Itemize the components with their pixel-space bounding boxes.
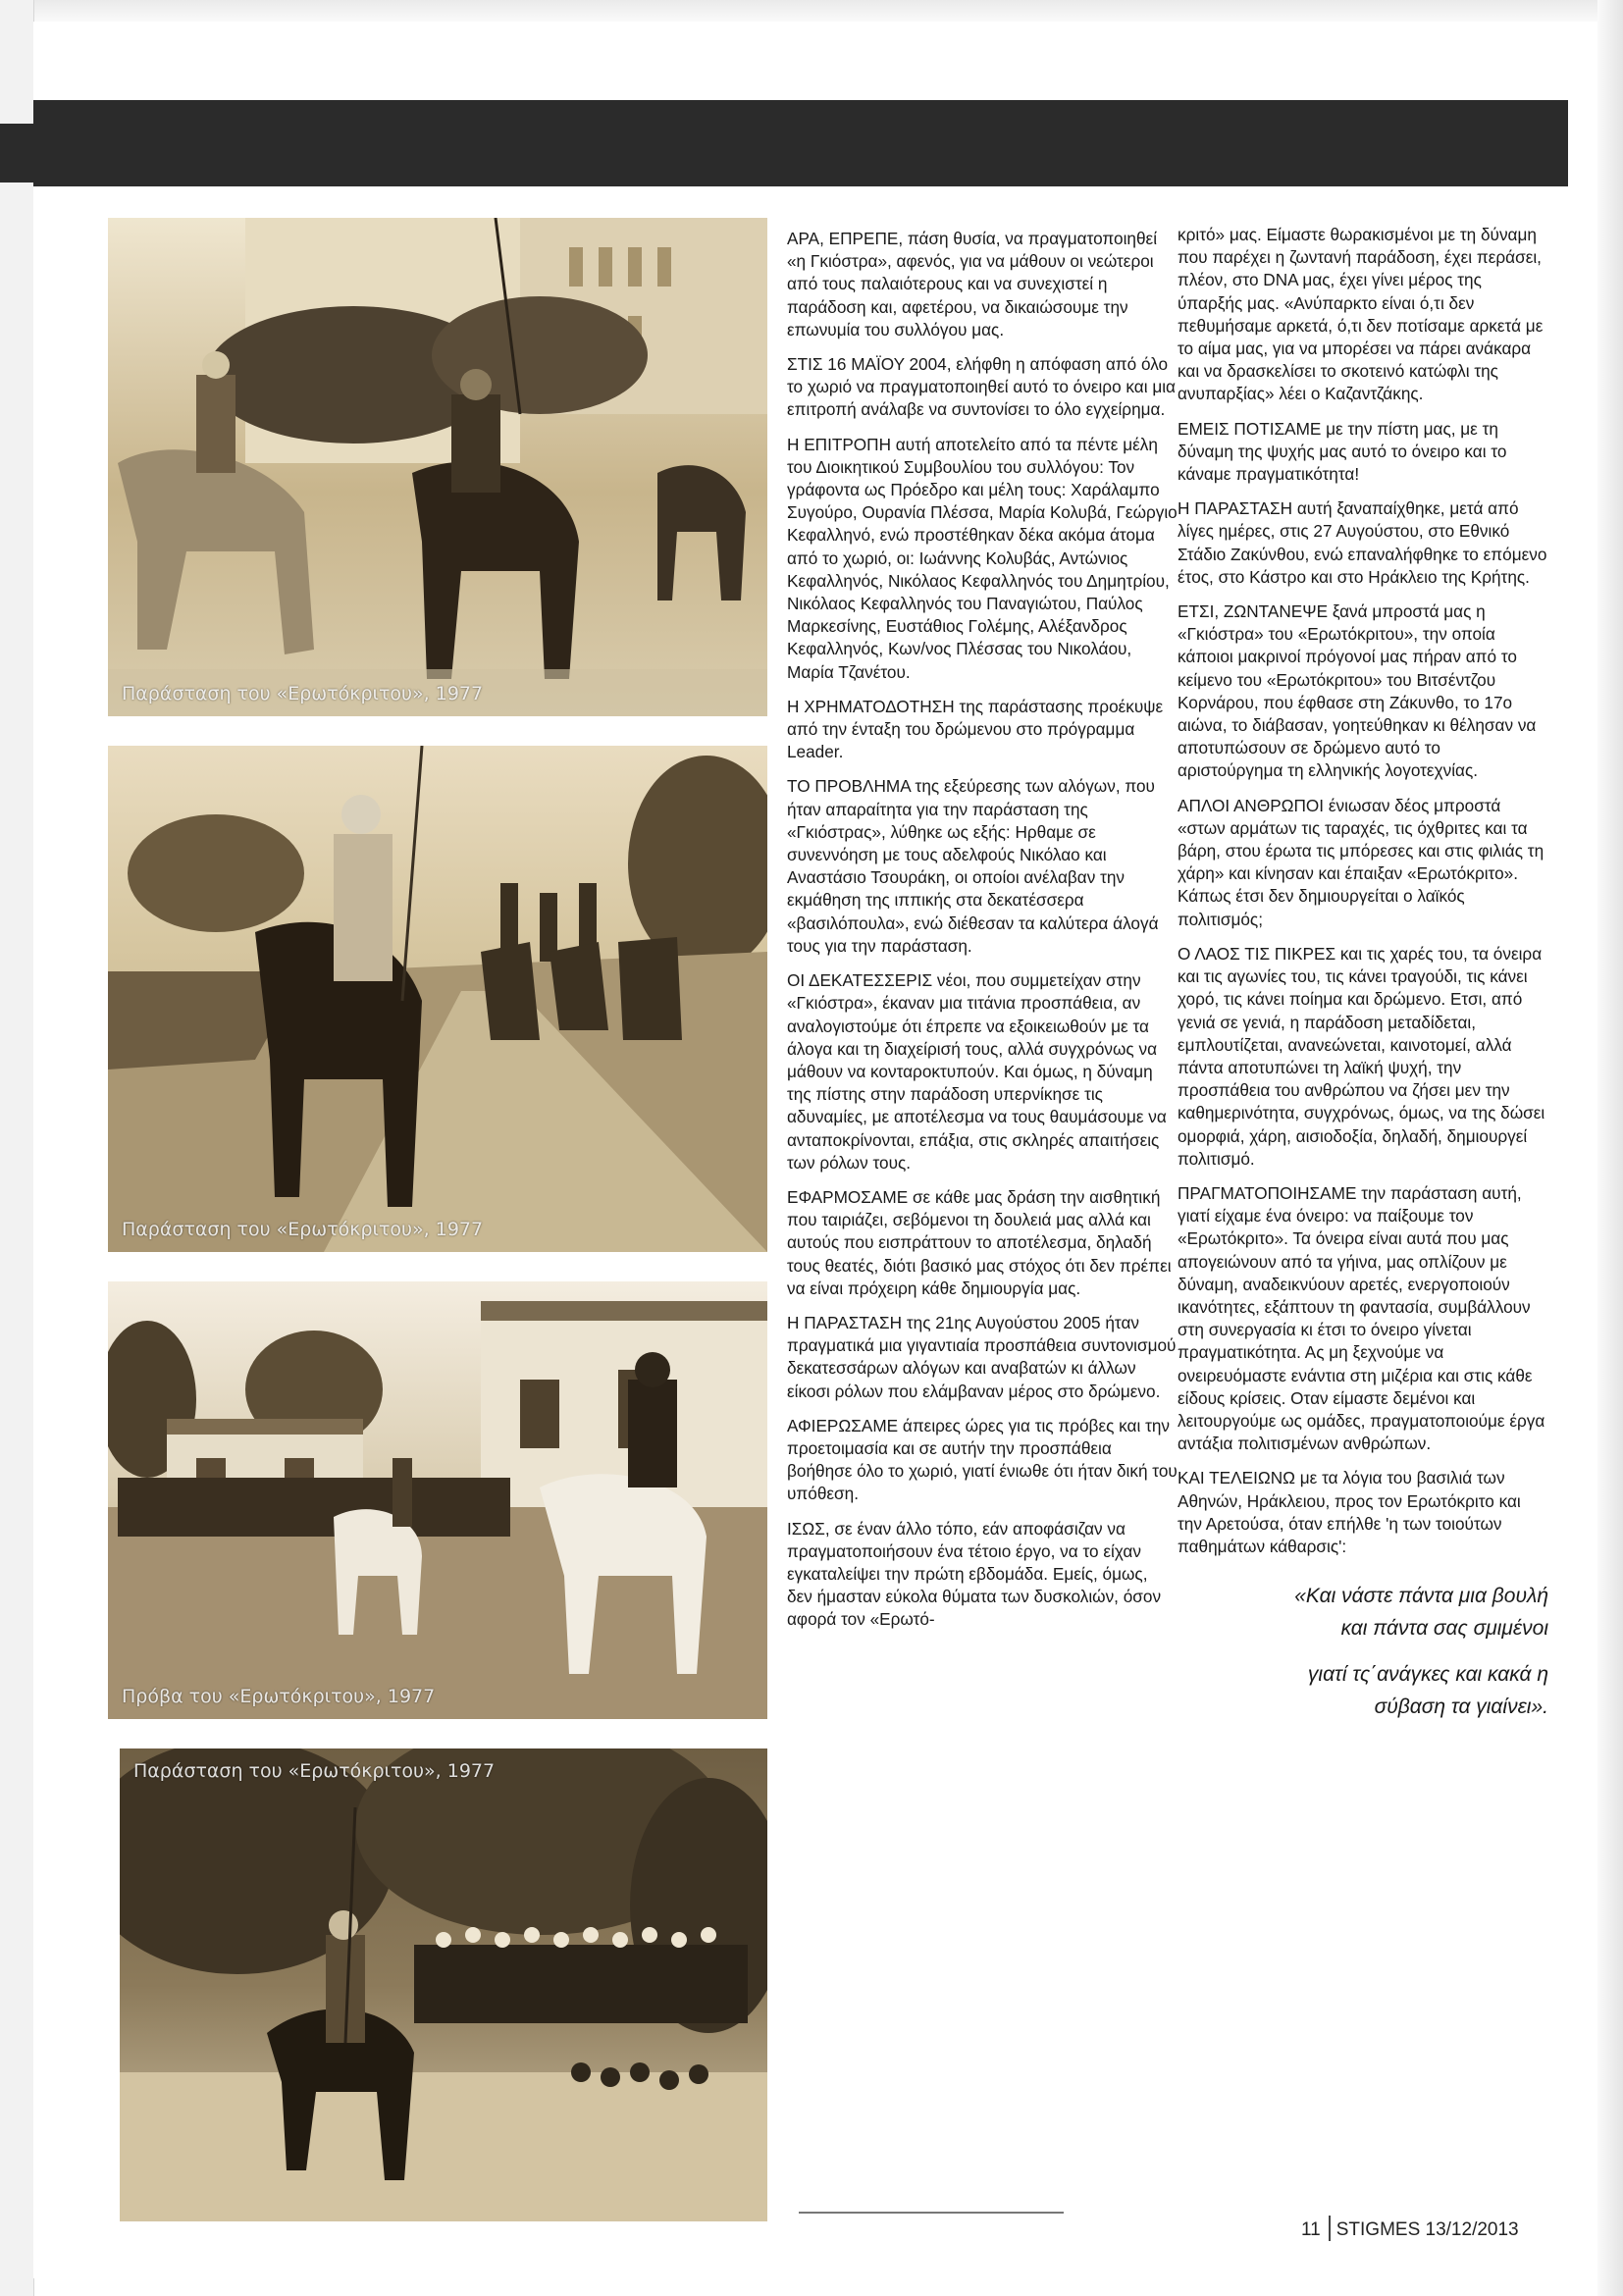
paragraph-text: νέοι, που συμμετείχαν στην «Γκιόστρα», έκαναν μια τιτάνια προσπάθεια, αν αναλογιστούμε ότι έπρεπε να εξοικειωθούν με τα άλογα και τη διαχείρισή τους, αλλά συγχρόνως να μάθουν να κονταροκτυπούν. Και όμως, η δύναμη της πίστης στην παράδοση υπερνίκησε τις αδυναμίες, με αποτέλεσμα να τους θαυμάσουμε να ανταποκρίνονται, επάξια, στις σκληρές απαιτήσεις των ρόλων τους. xyxy=(787,970,1167,1173)
paragraph-text: και τις χαρές του, τα όνειρα και τις αγωνίες του, τις κάνει τραγούδι, τις κάνει χορό, τις κάνει ποίημα και δρώμενο. Ετσι, από γενιά σε γενιά, η παράδοση μεταδίδεται, εμπλουτίζεται, ανανεώνεται, καινοτομεί, αλλά πάντα αποτυπώνει τη λαϊκή ψυχή, την προσπάθεια του ανθρώπου να ζήσει μεν την καθημερινότητα, συγχρόνως, όμως, να της δώσει ομορφιά, χάρη, αισιοδοξία, δηλαδή, δημιουργεί πολιτισμό. xyxy=(1178,943,1545,1169)
paragraph-text: της παράστασης προέκυψε από την ένταξη του δρώμενου στο πρόγραμμα Leader. xyxy=(787,696,1164,762)
paragraph xyxy=(1178,497,1548,589)
photo-caption: Παράσταση του «Ερωτόκριτου», 1977 xyxy=(122,1219,484,1240)
lead-in: Η ΕΠΙΤΡΟΠΗ xyxy=(787,434,891,454)
paragraph-text: ξανά μπροστά μας η «Γκιόστρα» του «Ερωτόκριτου», την οποία κάποιοι μακρινοί πρόγονοί μας πήραν από το κείμενο του «Ερωτόκριτου» του Βιτσέντζου Κορνάρου, που έφθασε στη Ζάκυνθο, το 17ο αιώνα, το διάβασαν, γοητεύθηκαν κι θέλησαν να αποτυπώσουν σε δρώμενο αυτό το αριστούργημα τη ελληνικής λογοτεχνίας. xyxy=(1178,601,1537,781)
photo-performance-3 xyxy=(120,1748,767,2221)
lead-in: ΑΦΙΕΡΩΣΑΜΕ xyxy=(787,1415,899,1435)
quote-line: και πάντα σας σμιμένοι xyxy=(1340,1617,1548,1641)
lead-in: ΕΤΣΙ, ΖΩΝΤΑΝΕΨΕ xyxy=(1178,601,1329,622)
paragraph xyxy=(787,1186,1178,1300)
magazine-page xyxy=(33,22,1597,2278)
lead-in: ΑΠΛΟΙ ΑΝΘΡΩΠΟΙ xyxy=(1178,795,1325,815)
paragraph xyxy=(1178,795,1548,931)
paragraph-text: την παράσταση αυτή, γιατί είχαμε ένα όνειρο: να παίξουμε τον «Ερωτόκριτο». Τα όνειρα είναι αυτά που μας απογειώνουν από τα γήινα, μας οπλίζουν με δύναμη, αναδεικνύουν αρετές, ενεργοποιούν ικανότητες, εξάπτουν τη φαντασία, συμβάλλουν στη συνεργασία κι έτσι το όνειρο γίνεται πραγματικότητα. Ας μη ξεχνούμε να ονειρευόμαστε ενάντια στη μιζέρια και στις κάθε είδους κρίσεις. Οταν είμαστε δεμένοι και λειτουργούμε ως ομάδες, πραγματοποιούμε έργα αντάξια πολιτισμένων ανθρώπων. xyxy=(1178,1182,1545,1454)
page-number: 11 xyxy=(1301,2219,1321,2240)
paragraph xyxy=(1178,943,1548,1171)
quote-line: σύβαση τα γιαίνει». xyxy=(1374,1696,1548,1719)
paragraph xyxy=(1178,1467,1548,1558)
paragraph xyxy=(787,969,1178,1174)
paragraph xyxy=(1178,600,1548,783)
scan-right-edge xyxy=(1597,0,1623,2296)
column-end-rule xyxy=(799,2212,1064,2214)
lead-in: ΟΙ ΔΕΚΑΤΕΣΣΕΡΙΣ xyxy=(787,970,933,991)
paragraph xyxy=(787,696,1178,764)
paragraph-text: με τα λόγια του βασιλιά των Αθηνών, Ηράκλειου, προς τον Ερωτόκριτο και την Αρετούσα, όταν επήλθε 'η των τοιούτων παθημάτων κάθαρσις': xyxy=(1178,1468,1521,1556)
lead-in: ΣΤΙΣ 16 ΜΑΪΟΥ 2004, xyxy=(787,354,952,375)
lead-in: Η ΠΑΡΑΣΤΑΣΗ xyxy=(1178,498,1293,519)
paragraph xyxy=(787,1312,1178,1403)
photo-performance-2 xyxy=(108,746,767,1252)
lead-in: Ο ΛΑΟΣ ΤΙΣ ΠΙΚΡΕΣ xyxy=(1178,943,1336,964)
header-band-tab xyxy=(0,124,33,183)
paragraph-text: σε κάθε μας δράση την αισθητική που ταιριάζει, σεβόμενοι τη δουλειά μας αλλά και αυτούς που εισπράττουν το αποτέλεσμα, δηλαδή τους θεατές, διότι βασικό μας στόχος ότι δεν πρέπει να είναι πρόχειρη κάθε δημιουργία μας. xyxy=(787,1186,1172,1298)
paragraph-text: της 21ης Αυγούστου 2005 ήταν πραγματικά μια γιγαντιαία προσπάθεια συντονισμού δεκατεσσάρων αλόγων και αναβατών κι άλλων είκοσι ρόλων που ελάμβαναν μέρος στο δρώμενο. xyxy=(787,1312,1177,1401)
closing-quote xyxy=(1178,1580,1548,1723)
photo-performance-1 xyxy=(108,218,767,716)
paragraph-text: της εξεύρεσης των αλόγων, που ήταν απαραίτητα για την παράσταση της «Γκιόστρας», λύθηκε ως εξής: Ηρθαμε σε συνεννόηση με τους αδελφούς Νικόλαο και Αναστάσιο Τσουράκη, οι οποίοι ανέλαβαν την εκμάθηση της ιππικής στα δεκατέσσερα «βασιλόπουλα», ενώ διέθεσαν τα καλύτερα άλογά τους για την παράσταση. xyxy=(787,776,1159,956)
paragraph-text: άπειρες ώρες για τις πρόβες και την προετοιμασία και σε αυτήν την προσπάθεια βοήθησε όλο το χωριό, γιατί ένιωθε ότι ήταν δική του υπόθεση. xyxy=(787,1415,1178,1504)
paragraph xyxy=(787,1415,1178,1506)
paragraph-text: ένιωσαν δέος μπροστά «στων αρμάτων τις ταραχές, τις όχθριτες και τα βάρη, στου έρωτα τις μπόρεσες και στις φιλιάς τη χάρη» και κίνησαν και έπαιξαν «Ερωτόκριτο». Κάπως έτσι δεν δημιουργείται ο λαϊκός πολιτισμός; xyxy=(1178,795,1544,929)
publication-info: STIGMES 13/12/2013 xyxy=(1335,2219,1519,2240)
lead-in: ΕΜΕΙΣ ΠΟΤΙΣΑΜΕ xyxy=(1178,418,1322,439)
paragraph xyxy=(787,353,1178,422)
quote-line: «Και νάστε πάντα μια βουλή xyxy=(1294,1585,1548,1608)
lead-in: ΕΦΑΡΜΟΣΑΜΕ xyxy=(787,1186,909,1207)
lead-in: ΤΟ ΠΡΟΒΛΗΜΑ xyxy=(787,776,911,797)
quote-line: γιατί τς΄ανάγκες και κακά η xyxy=(1307,1663,1548,1687)
photo-rehearsal xyxy=(108,1281,767,1719)
paragraph xyxy=(1178,418,1548,487)
page-footer xyxy=(1301,2216,1519,2241)
paragraph-text: κριτό» μας. Είμαστε θωρακισμένοι με τη δύναμη που παρέχει η ζωντανή παράδοση, έχει περάσει, πλέον, στο DNA μας, έχει γίνει μέρος της ύπαρξής μας. «Ανύπαρκτο είναι ό,τι δεν πεθυμήσαμε αρκετά, ό,τι δεν ποτίσαμε αρκετά με το αίμα μας, για να μπορέσει να πάρει ανάκαρα και να δρασκελίσει το σκοτεινό κατώφλι της ανυπαρξίας» λέει ο Καζαντζάκης. xyxy=(1178,225,1544,404)
paragraph xyxy=(787,434,1178,684)
paragraph xyxy=(787,228,1178,341)
paragraph-text: με την πίστη μας, με τη δύναμη της ψυχής μας αυτό το όνειρο και το κάναμε πραγματικότητα! xyxy=(1178,418,1507,485)
paragraph-text: πάση θυσία, να πραγματοποιηθεί «η Γκιόστρα», αφενός, για να μάθουν οι νεώτεροι από τους παλαιότερους και να συνεχιστεί η παράδοση και, αφετέρου, να δικαιώσουμε την επωνυμία του συλλόγου μας. xyxy=(787,229,1158,339)
paragraph-text: σε έναν άλλο τόπο, εάν αποφάσιζαν να πραγματοποιήσουν ένα τέτοιο έργο, να το είχαν εγκαταλείψει την πρώτη εβδομάδα. Εμείς, όμως, δεν ήμασταν εύκολα θύματα των δυσκολιών, όσον αφορά τον «Ερωτό- xyxy=(787,1518,1162,1630)
photo-caption: Πρόβα του «Ερωτόκριτου», 1977 xyxy=(122,1686,436,1707)
lead-in: ΙΣΩΣ, xyxy=(787,1518,830,1539)
header-band xyxy=(33,100,1568,186)
lead-in: Η ΠΑΡΑΣΤΑΣΗ xyxy=(787,1312,903,1332)
paragraph xyxy=(787,775,1178,958)
scan-top-edge xyxy=(0,0,1623,22)
lead-in: ΑΡΑ, ΕΠΡΕΠΕ, xyxy=(787,229,904,248)
paragraph-text: αυτή ξαναπαίχθηκε, μετά από λίγες ημέρες, στις 27 Αυγούστου, στο Εθνικό Στάδιο Ζακύνθου, ενώ επαναλήφθηκε το επόμενο έτος, στο Κάστρο και στο Ηράκλειο της Κρήτης. xyxy=(1178,498,1547,587)
footer-divider xyxy=(1329,2216,1331,2241)
article-column-2 xyxy=(1178,224,1548,1723)
paragraph xyxy=(1178,224,1548,406)
photo-caption: Παράσταση του «Ερωτόκριτου», 1977 xyxy=(133,1760,496,1782)
paragraph xyxy=(787,1518,1178,1632)
paragraph xyxy=(1178,1182,1548,1455)
photo-caption: Παράσταση του «Ερωτόκριτου», 1977 xyxy=(122,683,484,704)
lead-in: Η ΧΡΗΜΑΤΟΔΟΤΗΣΗ xyxy=(787,696,955,716)
lead-in: ΠΡΑΓΜΑΤΟΠΟΙΗΣΑΜΕ xyxy=(1178,1182,1357,1203)
scan-left-edge xyxy=(0,0,34,2296)
article-column-1 xyxy=(787,228,1178,1644)
paragraph-text: ελήφθη η απόφαση από όλο το χωριό να πραγματοποιηθεί αυτό το όνειρο και μια επιτροπή ανάλαβε να συντονίσει το όλο εγχείρημα. xyxy=(787,354,1176,420)
lead-in: ΚΑΙ ΤΕΛΕΙΩΝΩ xyxy=(1178,1468,1295,1488)
paragraph-text: αυτή αποτελείτο από τα πέντε μέλη του Διοικητικού Συμβουλίου του συλλόγου: Τον γράφοντα ως Πρόεδρο και μέλη τους: Χαράλαμπο Συγούρο, Ουρανία Πλέσσα, Μαρία Κολυβά, Γεώργιο Κεφαλληνό, ενώ προστέθηκαν δέκα ακόμα άτομα από το χωριό, οι: Ιωάννης Κολυβάς, Αντώνιος Κεφαλληνός, Νικόλαος Κεφαλληνός του Δημητρίου, Νικόλαος Κεφαλληνός του Παναγιώτου, Παύλος Μαρκεσίνης, Ευστάθιος Γολέμης, Αλέξανδρος Κεφαλληνός, Κων/νος Πλέσσας του Νικολάου, Μαρία Τζανέτου. xyxy=(787,434,1178,682)
